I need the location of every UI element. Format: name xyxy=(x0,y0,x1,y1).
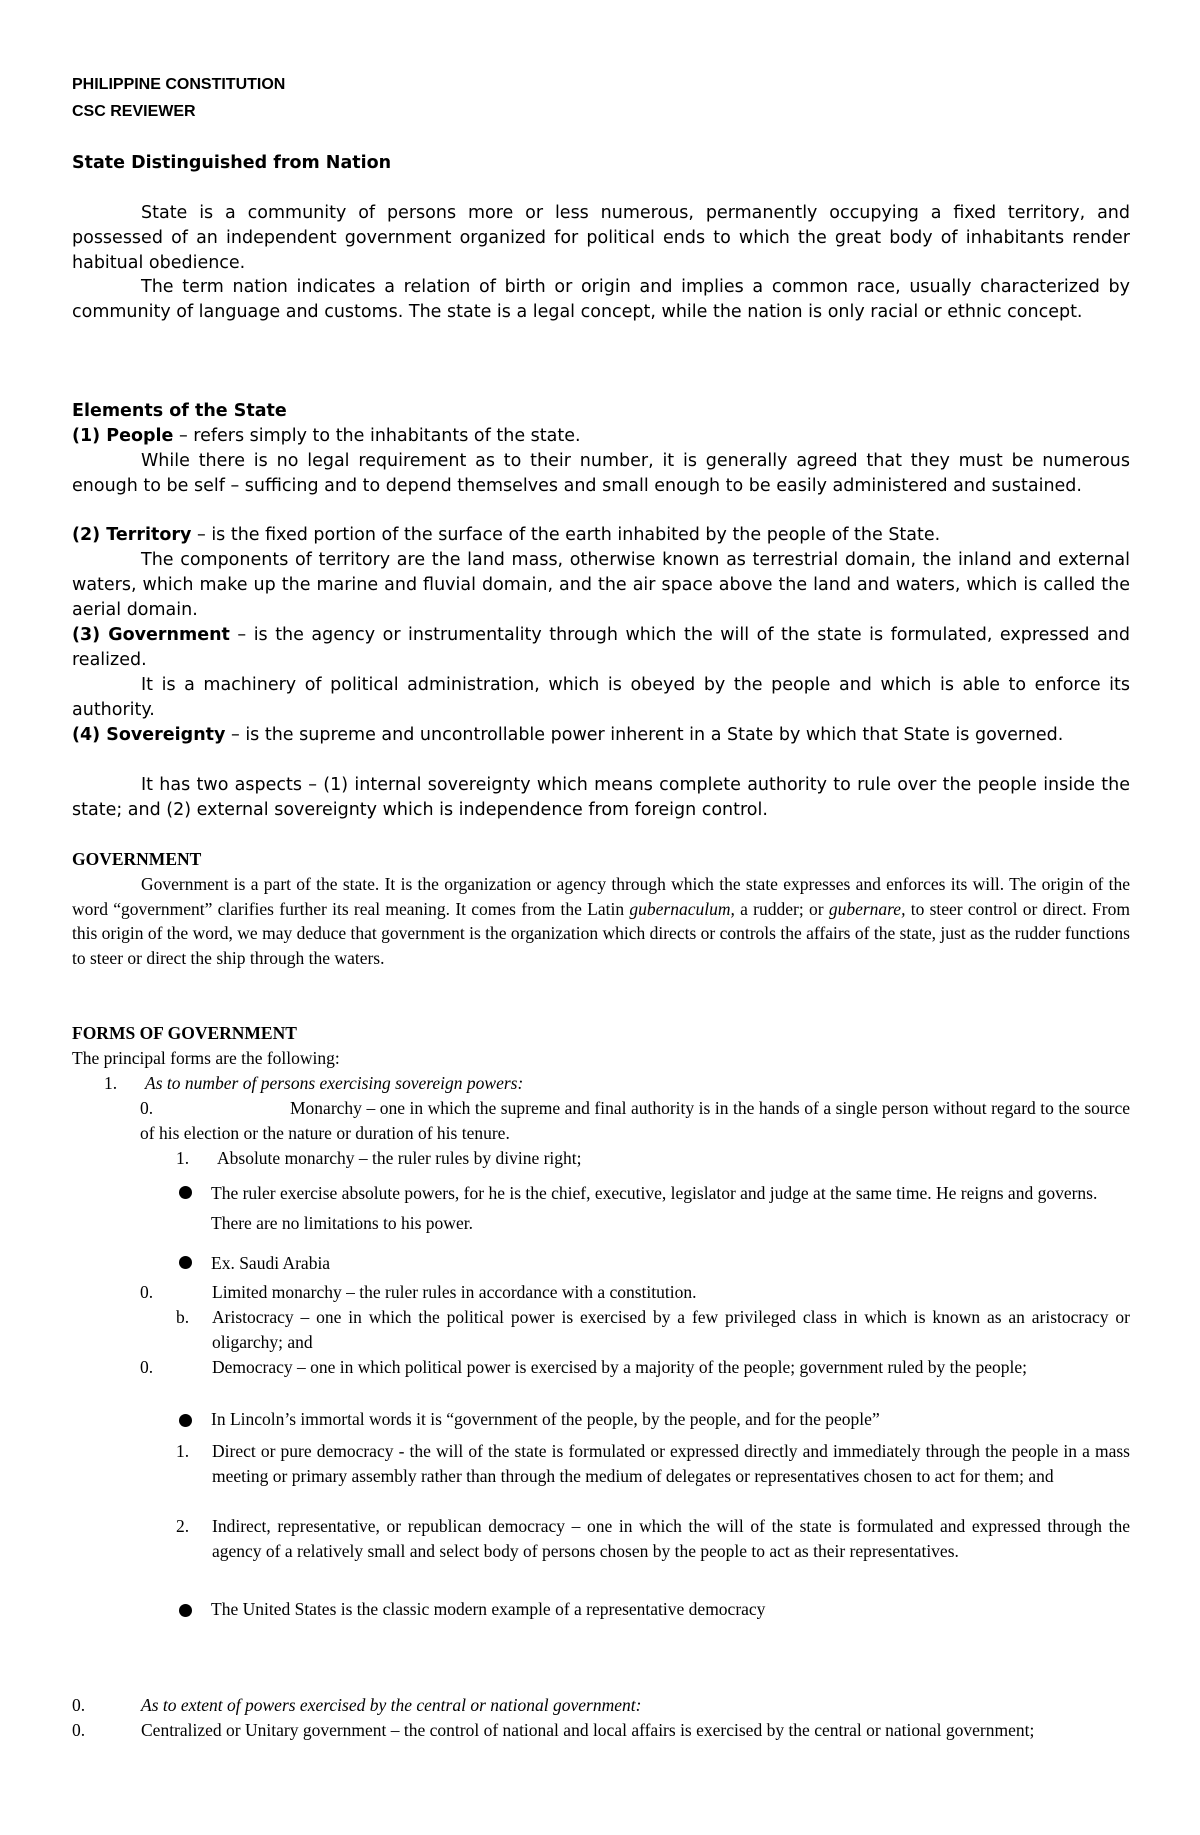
list-item-text: Absolute monarchy – the ruler rules by divine right; xyxy=(217,1148,582,1168)
list-number: 1. xyxy=(176,1148,190,1168)
element-territory-label: (2) Territory xyxy=(72,525,192,545)
list-item-extent-of-powers xyxy=(72,1693,1130,1718)
element-sovereignty xyxy=(72,723,1130,748)
section-title-forms: FORMS OF GOVERNMENT xyxy=(72,1023,297,1043)
list-item-text: Monarchy – one in which the supreme and final authority is in the hands of a single person without regard to the source of his election or the nature or duration of his tenure. xyxy=(140,1098,1130,1143)
bullet-icon xyxy=(179,1256,192,1269)
list-number: 0. xyxy=(72,1720,86,1740)
list-number: 0. xyxy=(72,1695,86,1715)
paragraph-nation-definition: The term nation indicates a relation of birth or origin and implies a common race, usually characterized by community of language and customs. The state is a legal concept, while the nation is only racial or ethnic concept. xyxy=(72,277,1130,322)
section-title-state-nation: State Distinguished from Nation xyxy=(72,153,392,173)
element-government-label: (3) Government xyxy=(72,625,230,645)
paragraph-people: While there is no legal requirement as to their number, it is generally agreed that they must be numerous enough to be self – sufficing and to depend themselves and small enough to be easily administered and sustained. xyxy=(72,451,1130,496)
element-government xyxy=(72,623,1130,673)
list-number: 0. xyxy=(140,1282,154,1302)
element-people xyxy=(72,424,1130,449)
list-item-democracy xyxy=(72,1355,1130,1405)
list-item-direct-democracy xyxy=(72,1439,1130,1514)
list-number: 1. xyxy=(104,1073,118,1093)
paragraph-government-meaning xyxy=(72,872,1130,970)
element-territory-definition: – is the fixed portion of the surface of the earth inhabited by the people of the State. xyxy=(191,525,941,545)
list-item-text: Democracy – one in which political power is exercised by a majority of the people; government ruled by the people; xyxy=(212,1357,1027,1377)
list-item-aristocracy xyxy=(72,1305,1130,1355)
list-item-text: As to extent of powers exercised by the central or national government: xyxy=(141,1695,642,1715)
list-number: b. xyxy=(176,1307,190,1327)
list-item-monarchy xyxy=(72,1096,1130,1146)
paragraph-state-definition: State is a community of persons more or less numerous, permanently occupying a fixed territory, and possessed of an independent government organized for political ends to which the great body of inhabitants render habitual obedience. xyxy=(72,203,1130,273)
paragraph-sovereignty: It has two aspects – (1) internal sovereignty which means complete authority to rule over the people inside the state; and (2) external sovereignty which is independence from foreign control. xyxy=(72,775,1130,820)
bullet-icon xyxy=(179,1186,192,1199)
element-people-definition: – refers simply to the inhabitants of the state. xyxy=(173,426,581,446)
bullet-icon xyxy=(179,1604,192,1617)
element-people-label: (1) People xyxy=(72,426,174,446)
bullet-icon xyxy=(179,1414,192,1427)
list-item-text: Centralized or Unitary government – the control of national and local affairs is exercised by the central or national government; xyxy=(141,1720,1035,1740)
forms-intro: The principal forms are the following: xyxy=(72,1048,340,1068)
list-number: 2. xyxy=(176,1516,190,1536)
element-government-definition: – is the agency or instrumentality through which the will of the state is formulated, expressed and realized. xyxy=(72,625,1130,670)
paragraph-territory: The components of territory are the land mass, otherwise known as terrestrial domain, the inland and external waters, which make up the marine and fluvial domain, and the air space above the land and waters, which is called the aerial domain. xyxy=(72,550,1130,620)
list-item-number-of-persons xyxy=(72,1071,1130,1096)
list-item-text: Aristocracy – one in which the political power is exercised by a few privileged class in which is known as an aristocracy or oligarchy; and xyxy=(212,1307,1130,1352)
latin-term-gubernaculum: gubernaculum, xyxy=(629,898,735,919)
paragraph-government: It is a machinery of political administration, which is obeyed by the people and which is able to enforce its authority. xyxy=(72,675,1130,720)
government-text-part1: Government is a part of the state. It is the organization or agency through which the state expresses and enforces its will. The origin of the word “government” clarifies further its real meaning. It comes from the Latin xyxy=(72,874,1130,919)
element-sovereignty-label: (4) Sovereignty xyxy=(72,725,226,745)
element-territory xyxy=(72,523,1130,548)
list-number: 0. xyxy=(140,1357,154,1377)
latin-term-gubernare: gubernare, xyxy=(828,898,906,919)
government-text-part3: to steer control or direct. From this origin of the word, we may deduce that government is the organization which directs or controls the affairs of the state, just as the rudder functions to steer or direct the ship through the waters. xyxy=(72,898,1130,968)
list-item-centralized-government xyxy=(72,1718,1130,1768)
bullet-item-lincoln-quote: In Lincoln’s immortal words it is “government of the people, by the people, and for the people” xyxy=(211,1409,880,1429)
list-item-limited-monarchy xyxy=(72,1280,1130,1305)
list-item-text: Limited monarchy – the ruler rules in accordance with a constitution. xyxy=(212,1282,697,1302)
section-title-government: GOVERNMENT xyxy=(72,849,202,869)
list-number: 1. xyxy=(176,1441,190,1461)
government-text-part2: a rudder; or xyxy=(734,898,829,919)
list-item-text: As to number of persons exercising sovereign powers: xyxy=(145,1073,524,1093)
list-item-text: Direct or pure democracy - the will of the state is formulated or expressed directly and immediately through the people in a mass meeting or primary assembly rather than through the medium of delegates or representatives chosen to act for them; and xyxy=(212,1441,1130,1486)
bullet-item-absolute-powers: The ruler exercise absolute powers, for he is the chief, executive, legislator and judge at the same time. He reigns and governs. There are no limitations to his power. xyxy=(211,1183,1098,1233)
list-number: 0. xyxy=(140,1098,154,1118)
bullet-item-saudi-arabia: Ex. Saudi Arabia xyxy=(211,1253,331,1273)
section-title-elements: Elements of the State xyxy=(72,401,287,421)
list-item-indirect-democracy xyxy=(72,1514,1130,1589)
list-item-text: Indirect, representative, or republican democracy – one in which the will of the state is formulated and expressed through the agency of a relatively small and select body of persons chosen by the people to act as their representatives. xyxy=(212,1516,1130,1561)
element-sovereignty-definition: – is the supreme and uncontrollable power inherent in a State by which that State is governed. xyxy=(225,725,1064,745)
list-item-absolute-monarchy xyxy=(72,1146,1130,1171)
header-subtitle: CSC REVIEWER xyxy=(72,103,196,120)
bullet-item-united-states: The United States is the classic modern example of a representative democracy xyxy=(211,1599,766,1619)
header-title: PHILIPPINE CONSTITUTION xyxy=(72,76,286,93)
